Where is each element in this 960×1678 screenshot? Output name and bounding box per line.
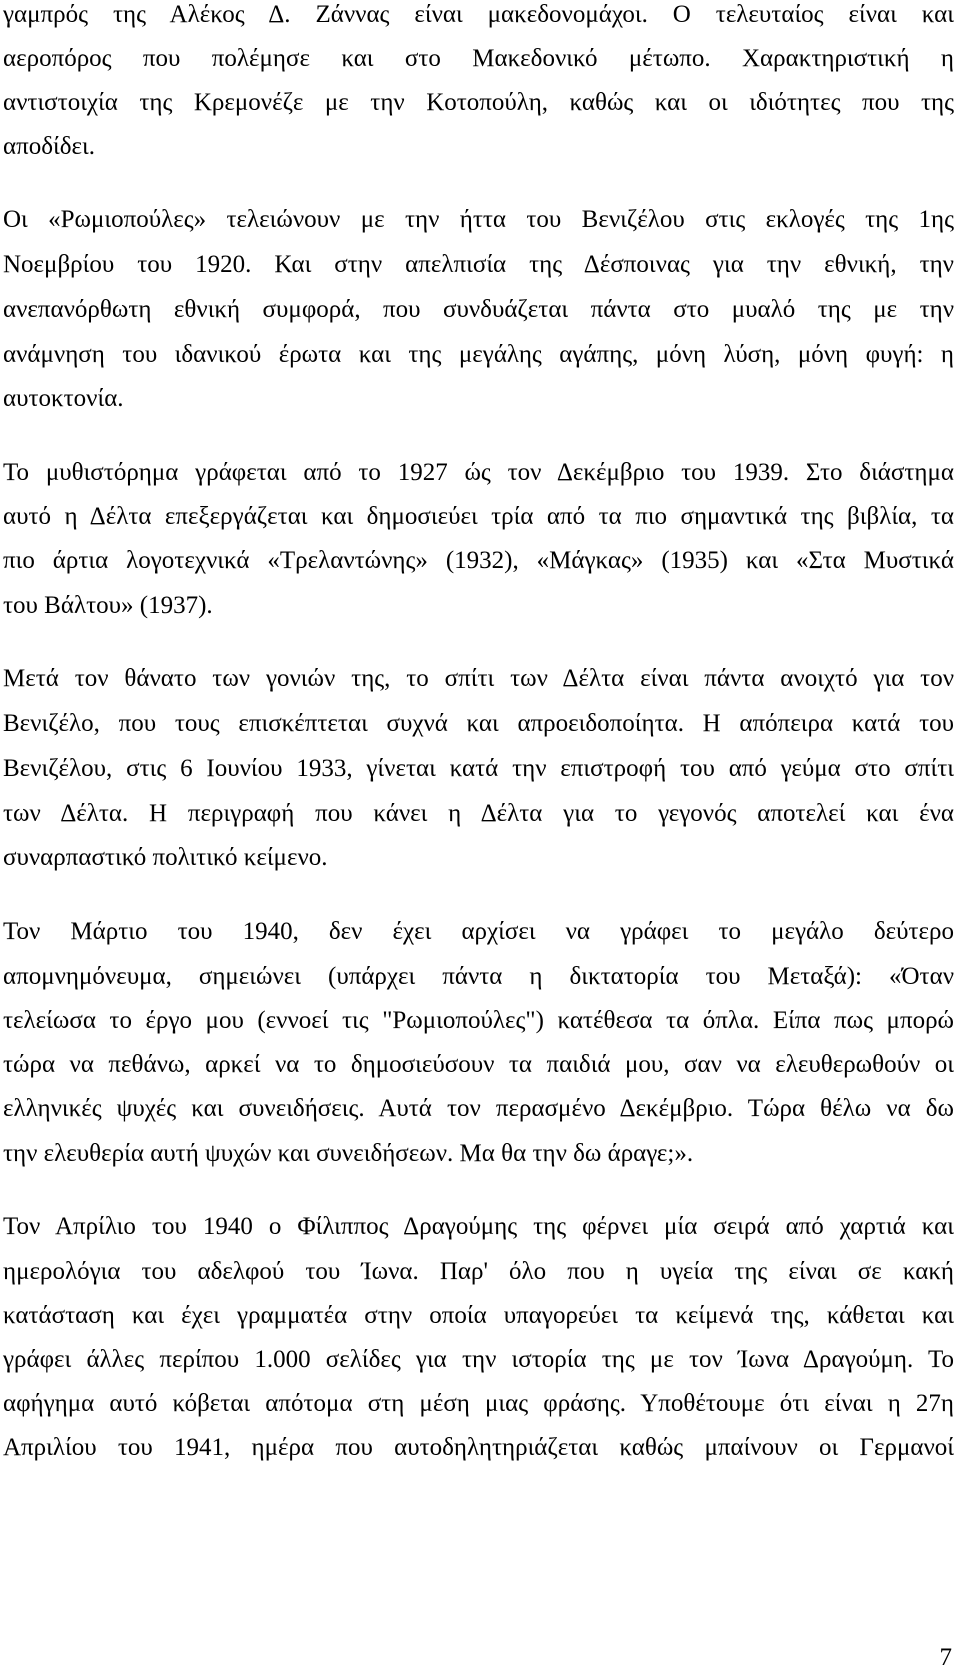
text-line: αυτό η Δέλτα επεξεργάζεται και δημοσιεύει τρία από τα πιο σημαντικά της βιβλία, τα [3, 503, 954, 530]
text-line: αντιστοιχία της Κρεμονέζε με την Κοτοπούλη, καθώς και οι ιδιότητες που της [3, 89, 954, 116]
text-line: τελείωσα το έργο μου (εννοεί τις "Ρωμιοπούλες") κατέθεσα τα όπλα. Είπα πως μπορώ [3, 1007, 954, 1034]
text-line: γαμπρός της Αλέκος Δ. Ζάννας είναι μακεδονομάχοι. Ο τελευταίος είναι και [3, 1, 954, 28]
text-line: τώρα να πεθάνω, αρκεί να το δημοσιεύσουν τα παιδιά μου, σαν να ελευθερωθούν οι [3, 1051, 954, 1078]
text-line: αυτοκτονία. [3, 385, 124, 412]
text-line: αποδίδει. [3, 133, 95, 160]
page-number: 7 [939, 1644, 952, 1671]
text-line: Τον Μάρτιο του 1940, δεν έχει αρχίσει να γράφει το μεγάλο δεύτερο [3, 918, 954, 945]
text-line: Το μυθιστόρημα γράφεται από το 1927 ώς τον Δεκέμβριο του 1939. Στο διάστημα [3, 459, 954, 486]
text-line: ελληνικές ψυχές και συνειδήσεις. Αυτά τον περασμένο Δεκέμβριο. Τώρα θέλω να δω [3, 1095, 954, 1122]
text-line: ανεπανόρθωτη εθνική συμφορά, που συνδυάζεται πάντα στο μυαλό της με την [3, 296, 954, 323]
text-line: γράφει άλλες περίπου 1.000 σελίδες για την ιστορία της με τον Ίωνα Δραγούμη. Το [3, 1346, 954, 1373]
text-line: ημερολόγια του αδελφού του Ίωνα. Παρ' όλο που η υγεία της είναι σε κακή [3, 1258, 954, 1285]
text-line: πιο άρτια λογοτεχνικά «Τρελαντώνης» (1932), «Μάγκας» (1935) και «Στα Μυστικά [3, 547, 954, 574]
text-line: ανάμνηση του ιδανικού έρωτα και της μεγάλης αγάπης, μόνη λύση, μόνη φυγή: η [3, 341, 954, 368]
text-line: κατάσταση και έχει γραμματέα στην οποία υπαγορεύει τα κείμενά της, κάθεται και [3, 1302, 954, 1329]
text-line: απομνημόνευμα, σημειώνει (υπάρχει πάντα η δικτατορία του Μεταξά): «Όταν [3, 963, 954, 990]
text-line: αεροπόρος που πολέμησε και στο Μακεδονικό μέτωπο. Χαρακτηριστική η [3, 45, 954, 72]
text-line: Βενιζέλου, στις 6 Ιουνίου 1933, γίνεται κατά την επιστροφή του από γεύμα στο σπίτι [3, 755, 954, 782]
text-line: Μετά τον θάνατο των γονιών της, το σπίτι των Δέλτα είναι πάντα ανοιχτό για τον [3, 665, 954, 692]
text-line: Νοεμβρίου του 1920. Και στην απελπισία της Δέσποινας για την εθνική, την [3, 251, 954, 278]
text-line: Οι «Ρωμιοπούλες» τελειώνουν με την ήττα του Βενιζέλου στις εκλογές της 1ης [3, 206, 954, 233]
text-line: Τον Απρίλιο του 1940 ο Φίλιππος Δραγούμης της φέρνει μία σειρά από χαρτιά και [3, 1213, 954, 1240]
text-line: Βενιζέλο, που τους επισκέπτεται συχνά και απροειδοποίητα. Η απόπειρα κατά του [3, 710, 954, 737]
text-line: Απριλίου του 1941, ημέρα που αυτοδηλητηριάζεται καθώς μπαίνουν οι Γερμανοί [3, 1434, 954, 1461]
text-line: του Βάλτου» (1937). [3, 592, 213, 619]
text-line: συναρπαστικό πολιτικό κείμενο. [3, 844, 328, 871]
text-line: αφήγημα αυτό κόβεται απότομα στη μέση μιας φράσης. Υποθέτουμε ότι είναι η 27η [3, 1390, 954, 1417]
text-line: την ελευθερία αυτή ψυχών και συνειδήσεων. Μα θα την δω άραγε;». [3, 1140, 694, 1167]
text-line: των Δέλτα. Η περιγραφή που κάνει η Δέλτα για το γεγονός αποτελεί και ένα [3, 800, 954, 827]
